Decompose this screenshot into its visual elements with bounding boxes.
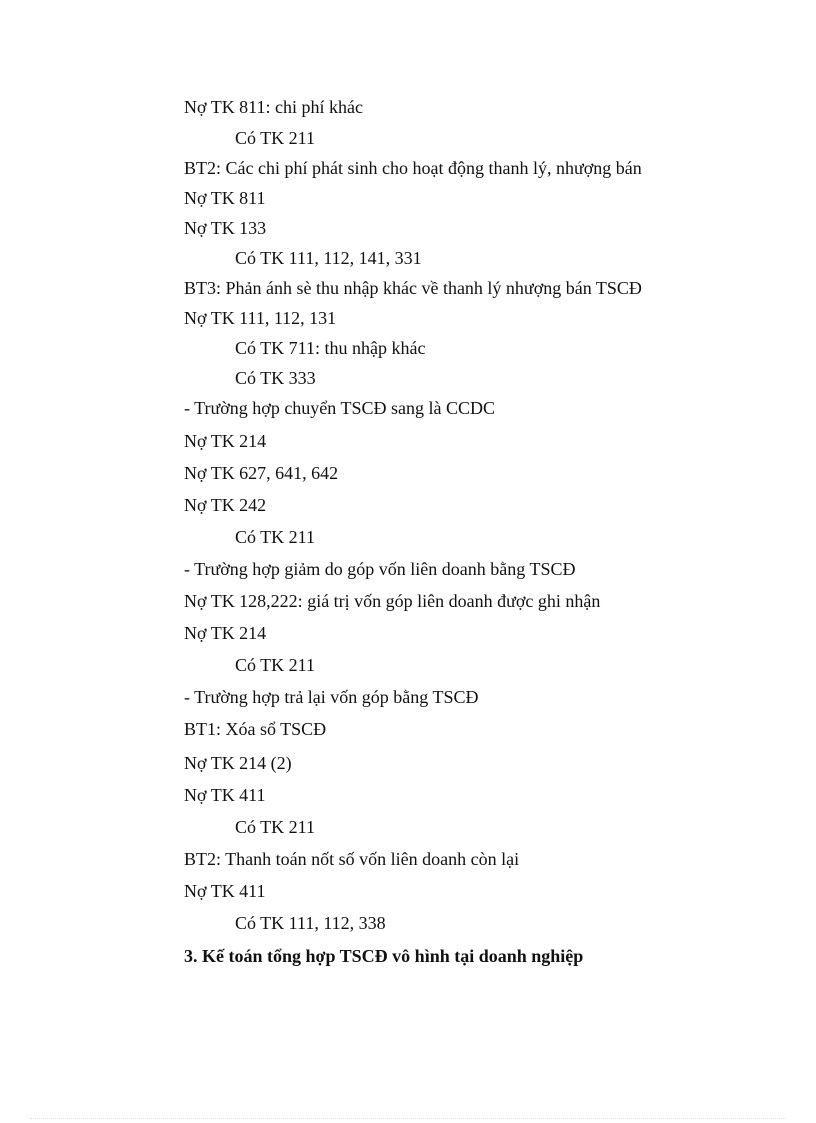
text-line: BT3: Phản ánh sè thu nhập khác về thanh lý nhượng bán TSCĐ bbox=[184, 278, 642, 298]
text-line: - Trường hợp chuyển TSCĐ sang là CCDC bbox=[184, 398, 495, 418]
text-line: Nợ TK 111, 112, 131 bbox=[184, 308, 337, 328]
text-line: Có TK 111, 112, 141, 331 bbox=[235, 248, 422, 268]
text-line: Có TK 711: thu nhập khác bbox=[235, 338, 426, 358]
text-line: Nợ TK 811 bbox=[184, 188, 266, 208]
text-line: Nợ TK 411 bbox=[184, 785, 266, 805]
text-line: Nợ TK 811: chi phí khác bbox=[184, 97, 363, 117]
text-line: Nợ TK 214 bbox=[184, 431, 267, 451]
section-heading: 3. Kế toán tổng hợp TSCĐ vô hình tại doanh nghiệp bbox=[184, 946, 584, 966]
text-line: Có TK 333 bbox=[235, 368, 316, 388]
text-line: Nợ TK 128,222: giá trị vốn góp liên doanh được ghi nhận bbox=[184, 591, 601, 611]
text-line: BT1: Xóa sổ TSCĐ bbox=[184, 719, 327, 739]
text-line: Có TK 211 bbox=[235, 527, 316, 547]
text-line: Nợ TK 214 (2) bbox=[184, 753, 292, 773]
text-line: BT2: Các chi phí phát sinh cho hoạt động thanh lý, nhượng bán bbox=[184, 158, 642, 178]
text-line: Nợ TK 133 bbox=[184, 218, 267, 238]
text-line: Nợ TK 627, 641, 642 bbox=[184, 463, 339, 483]
text-line: Có TK 211 bbox=[235, 817, 316, 837]
text-line: BT2: Thanh toán nốt số vốn liên doanh còn lại bbox=[184, 849, 520, 869]
text-line: - Trường hợp giảm do góp vốn liên doanh bằng TSCĐ bbox=[184, 559, 576, 579]
text-line: Nợ TK 242 bbox=[184, 495, 267, 515]
text-line: Nợ TK 214 bbox=[184, 623, 267, 643]
text-line: Có TK 111, 112, 338 bbox=[235, 913, 386, 933]
text-line: Có TK 211 bbox=[235, 128, 316, 148]
text-line: Có TK 211 bbox=[235, 655, 316, 675]
text-line: - Trường hợp trả lại vốn góp bằng TSCĐ bbox=[184, 687, 479, 707]
page-bottom-rule bbox=[30, 1118, 786, 1119]
text-line: Nợ TK 411 bbox=[184, 881, 266, 901]
